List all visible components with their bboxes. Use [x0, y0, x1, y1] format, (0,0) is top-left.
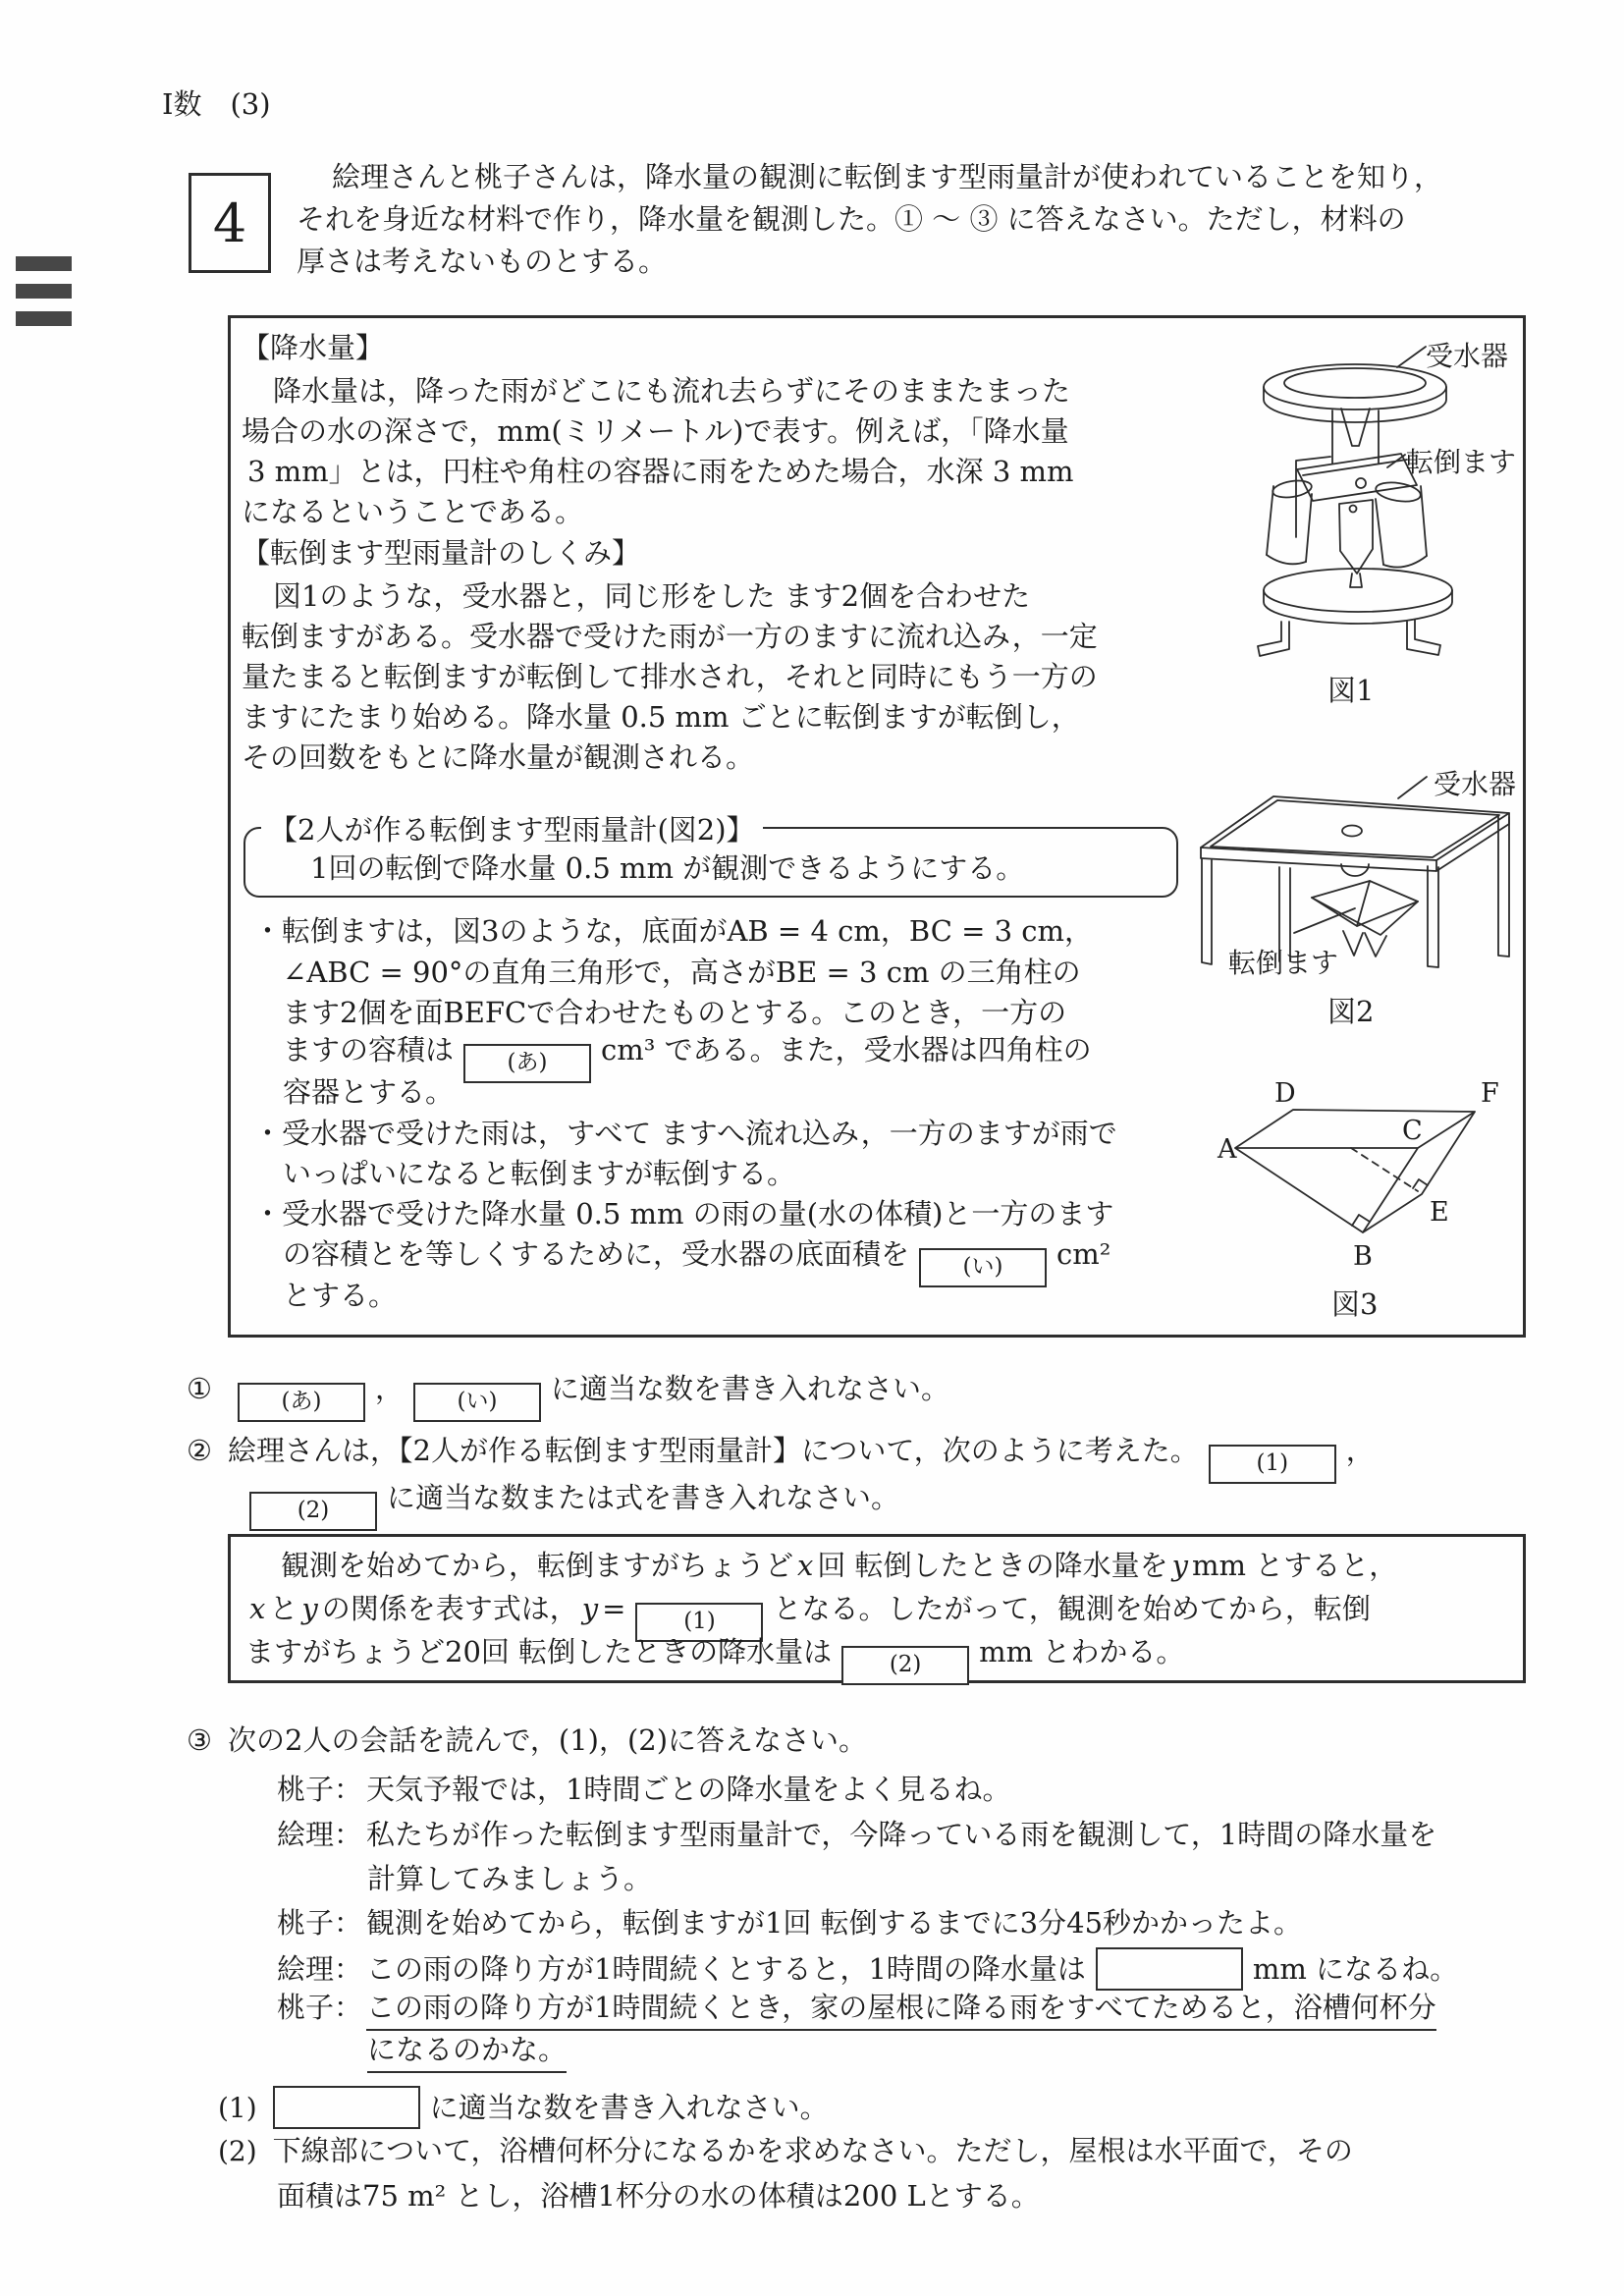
- fig3-vertex-d: D: [1274, 1078, 1296, 1109]
- question-1-separator: ，: [375, 1372, 405, 1405]
- bullet2-line-1: ・受水器で受けた雨は，すべて ますへ流れ込み，一方のますが雨で: [253, 1117, 1117, 1150]
- plan-box-title: 【2人が作る転倒ます型雨量計(図2)】: [261, 808, 763, 848]
- bullet1-line-4-pre: ますの容積は: [283, 1033, 455, 1066]
- answer-box-a: [463, 1044, 591, 1083]
- sub-2-text-1: 下線部について，浴槽何杯分になるかを求めなさい。ただし，屋根は水平面で，その: [272, 2134, 1353, 2167]
- fig1-base: [1258, 569, 1452, 656]
- derivation-equals: =: [602, 1592, 626, 1625]
- page-header: Ⅰ数 (3): [162, 87, 271, 121]
- dialog-4-speaker: 桃子：: [277, 1906, 363, 1940]
- mech-line-2: 転倒ますがある。受水器で受けた雨が一方のますに流れ込み，一定: [242, 620, 1098, 653]
- dialog-line-3: 計算してみましょう。: [367, 1862, 653, 1895]
- question-3-sub-1: [218, 2086, 829, 2129]
- derivation-var-y3: y: [581, 1592, 599, 1625]
- derivation-var-y: y: [1171, 1549, 1188, 1582]
- dialog-line-2: [277, 1817, 1436, 1852]
- dialog-4-text: 観測を始めてから，転倒ますが1回 転倒するまでに3分45秒かかったよ。: [366, 1906, 1303, 1940]
- plan-box-body: 1回の転倒で降水量 0.5 mm が観測できるようにする。: [310, 851, 1025, 885]
- fig3-caption: 図3: [1331, 1287, 1379, 1321]
- question-2-line-1: [187, 1433, 1375, 1484]
- fig2-caption: 図2: [1327, 995, 1375, 1028]
- dialog-5-text-pre: この雨の降り方が1時間続くとすると，1時間の降水量は: [366, 1952, 1086, 1986]
- dialog-line-7: [367, 2032, 567, 2067]
- dialog-6-speaker: 桃子：: [277, 1991, 363, 2024]
- question-1: [187, 1371, 949, 1422]
- bullet1-line-1: ・転倒ますは，図3のような，底面がAB = 4 cm，BC = 3 cm，: [253, 914, 1094, 948]
- question-3-heading: [187, 1722, 867, 1758]
- rain-line-2: 場合の水の深さで，mm(ミリメートル)で表す。例えば，「降水量: [242, 414, 1069, 448]
- answer-box-i: [919, 1248, 1047, 1287]
- rain-heading: 【降水量】: [242, 331, 385, 364]
- dialog-answer-box: [1096, 1947, 1243, 1991]
- bullet3-line-2-post: cm²: [1056, 1237, 1111, 1271]
- fig3-prism-drawing: [1218, 1080, 1512, 1277]
- intro-line-2: それを身近な材料で作り，降水量を観測した。① ～ ③ に答えなさい。ただし，材料の: [297, 202, 1406, 236]
- dialog-2-text: 私たちが作った転倒ます型雨量計で，今降っている雨を観測して，1時間の降水量を: [366, 1818, 1437, 1851]
- fig1-collection-cups: [1267, 478, 1427, 568]
- fig3-vertex-e: E: [1430, 1197, 1449, 1228]
- fig2-bucket-label: 転倒ます: [1228, 947, 1339, 979]
- bullet3-line-3: とする。: [283, 1279, 398, 1312]
- question-1-number: ①: [187, 1372, 212, 1405]
- derivation-box-2-label: (2): [889, 1652, 922, 1677]
- question-number-box: [189, 173, 271, 273]
- question-1-box-i: [413, 1383, 541, 1422]
- fig1-bucket-label: 転倒ます: [1406, 446, 1517, 478]
- answer-box-i-label: (い): [962, 1254, 1003, 1280]
- question-1-box-i-label: (い): [457, 1389, 498, 1414]
- question-1-text: に適当な数を書き入れなさい。: [551, 1372, 950, 1405]
- derivation-line-1: [281, 1548, 1397, 1583]
- derivation-var-x: x: [797, 1549, 814, 1582]
- fig3-vertex-b: B: [1353, 1241, 1373, 1272]
- sub-1-text: に適当な数を書き入れなさい。: [429, 2091, 829, 2124]
- dialog-line-6: [277, 1990, 1436, 2025]
- dialog-5-speaker: 絵理：: [277, 1952, 363, 1986]
- derivation-l1a: 観測を始めてから，転倒ますがちょうど: [281, 1549, 794, 1582]
- fig3-right-angle-marks: [1352, 1179, 1428, 1226]
- bullet1-line-2: ∠ABC = 90°の直角三角形で，高さがBE = 3 cm の三角柱の: [283, 956, 1081, 989]
- bullet1-line-5: 容器とする。: [283, 1075, 455, 1109]
- mech-line-3: 量たまると転倒ますが転倒して排水され，それと同時にもう一方の: [242, 660, 1098, 693]
- dialog-line-1: [277, 1772, 1010, 1807]
- sub-2-number: (2): [218, 2135, 257, 2167]
- question-2-text-2: に適当な数または式を書き入れなさい。: [387, 1481, 900, 1514]
- dialog-line-5: [277, 1947, 1458, 1991]
- fig3-hidden-edge: [1351, 1148, 1418, 1191]
- dialog-line-4: [277, 1905, 1302, 1941]
- fig3-vertex-c: C: [1402, 1116, 1423, 1146]
- intro-line-3: 厚さは考えないものとする。: [297, 245, 668, 278]
- fig1-caption: 図1: [1327, 674, 1375, 707]
- question-1-box-a: [238, 1383, 365, 1422]
- registration-mark: [16, 256, 72, 271]
- question-1-box-a-label: (あ): [281, 1389, 322, 1414]
- bullet3-line-2-pre: の容積とを等しくするために，受水器の底面積を: [283, 1237, 910, 1271]
- question-2-text-1: 絵理さんは，【2人が作る転倒ます型雨量計】について，次のように考えた。: [228, 1434, 1199, 1467]
- derivation-box-1-label: (1): [683, 1609, 716, 1634]
- bullet3-line-2: [283, 1236, 1110, 1287]
- dialog-7-text-underlined: になるのかな。: [367, 2033, 567, 2073]
- mech-line-5: その回数をもとに降水量が観測される。: [242, 740, 755, 774]
- derivation-l2b: と: [269, 1592, 298, 1625]
- answer-box-a-label: (あ): [507, 1050, 548, 1075]
- registration-mark: [16, 311, 72, 326]
- question-3-number: ③: [187, 1723, 212, 1757]
- fig1-receiver-label: 受水器: [1426, 340, 1509, 372]
- fig2-receiver-tray: [1201, 796, 1509, 876]
- question-3-sub-2-line-1: [218, 2133, 1353, 2169]
- mechanism-heading: 【転倒ます型雨量計のしくみ】: [242, 536, 641, 570]
- bullet1-line-4-post: cm³ である。また，受水器は四角柱の: [601, 1033, 1092, 1066]
- sub-1-number: (1): [218, 2092, 257, 2124]
- question-number: 4: [212, 191, 247, 254]
- fig2-leader-lines: [1294, 777, 1427, 933]
- bullet2-line-2: いっぱいになると転倒ますが転倒する。: [283, 1157, 796, 1190]
- bullet1-line-3: ます2個を面BEFCで合わせたものとする。このとき，一方の: [283, 996, 1067, 1029]
- dialog-6-text-underlined: この雨の降り方が1時間続くとき，家の屋根に降る雨をすべてためると，浴槽何杯分: [366, 1991, 1436, 2031]
- question-3-text: 次の2人の会話を読んで，(1)，(2)に答えなさい。: [228, 1723, 868, 1757]
- fig3-vertex-labels: [1217, 1078, 1499, 1272]
- registration-mark: [16, 284, 72, 299]
- bullet3-line-1: ・受水器で受けた降水量 0.5 mm の雨の量(水の体積)と一方のます: [253, 1197, 1114, 1230]
- question-2-line-2: [249, 1480, 899, 1531]
- question-2-box-1: [1209, 1445, 1336, 1484]
- dialog-5-text-post: mm になるね。: [1252, 1952, 1459, 1986]
- question-2-number: ②: [187, 1434, 212, 1467]
- fig1-rain-gauge-drawing: [1222, 326, 1527, 680]
- fig1-receiver-funnel: [1264, 364, 1446, 446]
- question-2-separator: ，: [1345, 1434, 1375, 1467]
- rain-line-4: になるということである。: [242, 495, 584, 528]
- question-2-box-2: [249, 1492, 377, 1531]
- fig3-vertex-a: A: [1218, 1134, 1237, 1165]
- mech-line-1: 図1のような，受水器と，同じ形をした ます2個を合わせた: [273, 579, 1031, 613]
- derivation-var-x2: x: [249, 1592, 266, 1625]
- derivation-var-y2: y: [301, 1592, 318, 1625]
- derivation-l1c: mm とすると，: [1192, 1549, 1398, 1582]
- derivation-l1b: 回 転倒したときの降水量を: [817, 1549, 1168, 1582]
- mech-line-4: ますにたまり始める。降水量 0.5 mm ごとに転倒ますが転倒し，: [242, 700, 1080, 734]
- derivation-line-3: [245, 1634, 1184, 1685]
- derivation-l2d: の関係を表す式は，: [321, 1592, 578, 1625]
- question-2-box-1-label: (1): [1256, 1450, 1289, 1476]
- fig3-vertex-f: F: [1481, 1078, 1499, 1109]
- dialog-2-speaker: 絵理：: [277, 1818, 363, 1851]
- sub-1-answer-box: [273, 2086, 420, 2129]
- derivation-l2g: となる。したがって，観測を始めてから，転倒: [773, 1592, 1371, 1625]
- derivation-box-2: [841, 1646, 969, 1685]
- rain-line-3: 3 mm」とは，円柱や角柱の容器に雨をためた場合，水深 3 mm: [247, 455, 1074, 488]
- dialog-1-speaker: 桃子：: [277, 1773, 363, 1806]
- dialog-1-text: 天気予報では，1時間ごとの降水量をよく見るね。: [366, 1773, 1011, 1806]
- intro-line-1: 絵理さんと桃子さんは，降水量の観測に転倒ます型雨量計が使われていることを知り，: [332, 160, 1443, 193]
- rain-line-1: 降水量は，降った雨がどこにも流れ去らずにそのままたまった: [273, 374, 1071, 408]
- fig2-receiver-label: 受水器: [1434, 768, 1517, 800]
- question-2-box-2-label: (2): [297, 1498, 330, 1523]
- derivation-l3a: ますがちょうど20回 転倒したときの降水量は: [245, 1635, 833, 1668]
- question-3-sub-2-line-2: 面積は75 m² とし，浴槽1杯分の水の体積は200 Lとする。: [277, 2179, 1040, 2213]
- derivation-l3b: mm とわかる。: [979, 1635, 1185, 1668]
